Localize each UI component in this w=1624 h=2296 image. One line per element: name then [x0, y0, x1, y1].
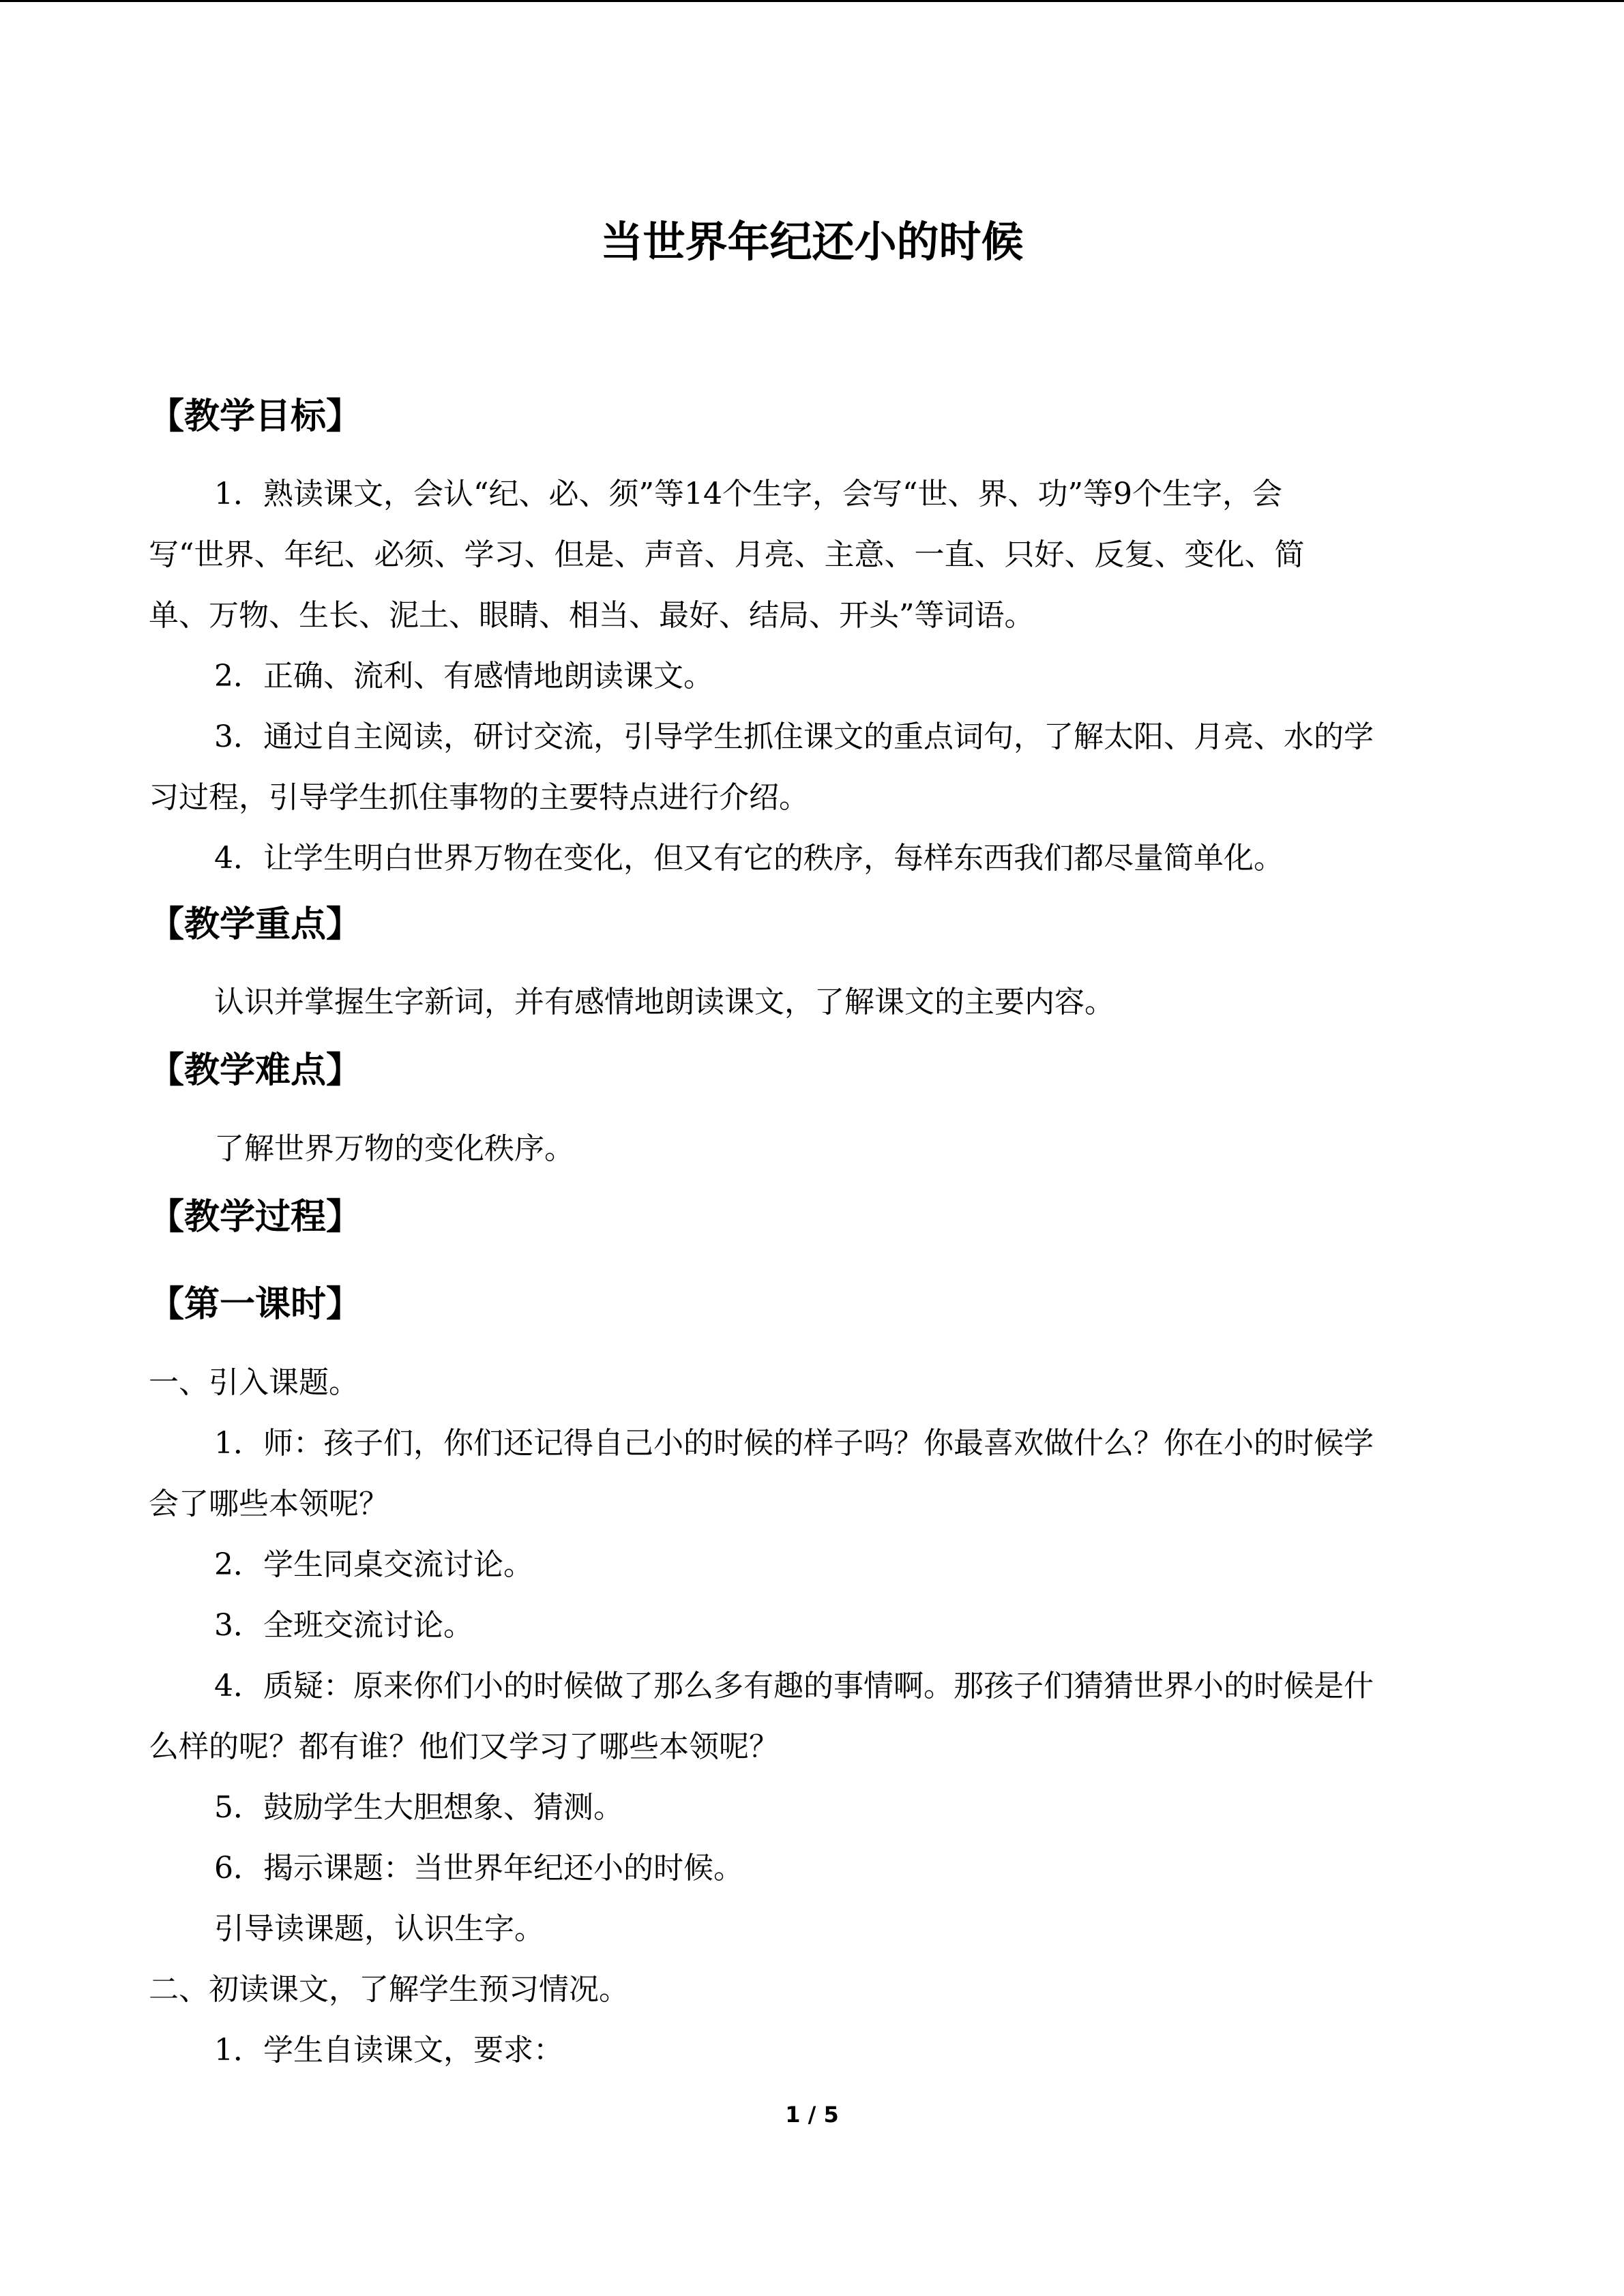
lesson1-line-10: 引导读课题，认识生字。: [214, 1911, 544, 1946]
lesson1-line-4: 2．学生同桌交流讨论。: [214, 1547, 533, 1582]
lesson1-line-11: 二、初读课文，了解学生预习情况。: [149, 1972, 629, 2007]
goal-line-3: 单、万物、生长、泥土、眼睛、相当、最好、结局、开头”等词语。: [149, 598, 1035, 633]
lesson1-line-1: 一、引入课题。: [149, 1365, 359, 1400]
goals-heading: 【教学目标】: [149, 396, 362, 437]
page-number: 1 / 5: [785, 2102, 839, 2128]
goal-line-6: 习过程，引导学生抓住事物的主要特点进行介绍。: [149, 780, 809, 815]
difficulty-text: 了解世界万物的变化秩序。: [214, 1131, 574, 1166]
process-heading: 【教学过程】: [149, 1197, 362, 1238]
lesson1-line-2: 1．师：孩子们，你们还记得自己小的时候的样子吗？你最喜欢做什么？你在小的时候学: [214, 1426, 1374, 1461]
lesson1-heading: 【第一课时】: [149, 1284, 362, 1325]
goal-line-7: 4．让学生明白世界万物在变化，但又有它的秩序，每样东西我们都尽量简单化。: [214, 841, 1284, 876]
lesson1-line-6: 4．质疑：原来你们小的时候做了那么多有趣的事情啊。那孩子们猜猜世界小的时候是什: [214, 1669, 1374, 1703]
lesson1-line-12: 1．学生自读课文，要求：: [214, 2033, 563, 2068]
page-title: 当世界年纪还小的时候: [600, 217, 1024, 267]
goal-line-4: 2．正确、流利、有感情地朗读课文。: [214, 659, 713, 694]
key-text: 认识并掌握生字新词，并有感情地朗读课文，了解课文的主要内容。: [214, 985, 1114, 1019]
goal-line-1: 1．熟读课文，会认“纪、必、须”等14个生字，会写“世、界、功”等9个生字，会: [214, 477, 1282, 511]
lesson1-line-8: 5．鼓励学生大胆想象、猜测。: [214, 1790, 623, 1825]
lesson1-line-5: 3．全班交流讨论。: [214, 1608, 473, 1643]
goal-line-5: 3．通过自主阅读，研讨交流，引导学生抓住课文的重点词句，了解太阳、月亮、水的学: [214, 719, 1374, 754]
goal-line-2: 写“世界、年纪、必须、学习、但是、声音、月亮、主意、一直、只好、反复、变化、简: [149, 537, 1305, 572]
lesson1-line-9: 6．揭示课题：当世界年纪还小的时候。: [214, 1851, 743, 1885]
difficulty-heading: 【教学难点】: [149, 1050, 362, 1091]
key-heading: 【教学重点】: [149, 904, 362, 945]
page-top-border: [0, 0, 1624, 4]
lesson1-line-3: 会了哪些本领呢？: [149, 1487, 389, 1521]
lesson1-line-7: 么样的呢？都有谁？他们又学习了哪些本领呢？: [149, 1729, 779, 1764]
